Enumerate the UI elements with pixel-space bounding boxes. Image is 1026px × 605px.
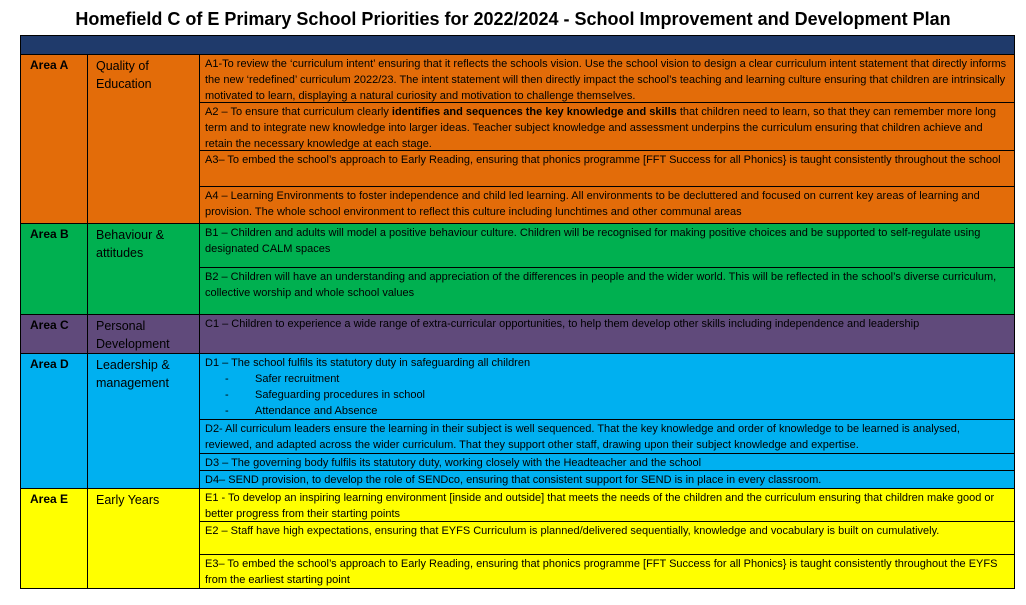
- area-b-items: [200, 224, 1014, 314]
- priority-b1: B1 – Children and adults will model a positive behaviour culture. Children will be recognised for making positive choices and be supported to self-regulate using designated CALM spaces: [200, 224, 1014, 268]
- priority-a3: A3– To embed the school’s approach to Early Reading, ensuring that phonics programme [FFT Success for all Phonics} is taught consistently throughout the school: [200, 151, 1014, 187]
- area-name: Leadership & management: [88, 354, 200, 488]
- priority-b2: B2 – Children will have an understanding and appreciation of the differences in people and the wider world. This will be reflected in the school’s diverse curriculum, collective worship and whole school values: [205, 271, 997, 299]
- area-b-row: [21, 224, 1014, 315]
- priority-a2-text-rest: that children need to learn, so that they can remember more long term and to integrate new knowledge into larger ideas. Teacher subject knowledge and assessment underpins the curriculum ensuring that children achieve and retain the necessary knowledge at each stage.: [205, 106, 996, 150]
- list-item: - Safeguarding procedures in school: [225, 389, 426, 401]
- priority-a1: A1-To review the ‘curriculum intent’ ensuring that it reflects the schools vision. Use the school vision to design a clear curriculum intent statement that directly informs the new ‘redefined’ curriculum 2022/23. The intent statement will then directly impact the school’s teaching and learning culture ensuring that children are intrinsically motivated to learn, displaying a natural curiosity and motivation to challenge themselves.: [200, 55, 1014, 103]
- area-code: Area D: [21, 354, 88, 488]
- area-code: Area A: [21, 55, 88, 223]
- priority-e2: E2 – Staff have high expectations, ensuring that EYFS Curriculum is planned/delivered sequentially, knowledge and vocabulary is built on cumulatively.: [200, 522, 1014, 555]
- area-a-row: [21, 55, 1014, 224]
- area-d-items: [200, 354, 1014, 488]
- area-a-items: [200, 55, 1014, 223]
- area-code: Area B: [21, 224, 88, 314]
- bullet-text: Safeguarding procedures in school: [255, 389, 426, 401]
- priority-d1: [200, 354, 1014, 420]
- area-name: Behaviour & attitudes: [88, 224, 200, 314]
- list-item: - Safer recruitment: [225, 373, 340, 385]
- area-name: Personal Development: [88, 315, 200, 353]
- area-e-row: [21, 489, 1014, 588]
- list-item: - Attendance and Absence: [225, 405, 378, 417]
- priority-e3: E3– To embed the school’s approach to Early Reading, ensuring that phonics programme [FFT Success for all Phonics} is taught consistently throughout the EYFS from the earliest starting point: [205, 558, 998, 586]
- priority-a2-emphasis: identifies and sequences the key knowledge and skills: [391, 106, 677, 118]
- area-code: Area E: [21, 489, 88, 588]
- priority-a2-text: A2 – To ensure that curriculum clearly: [205, 106, 392, 118]
- priority-d3: D3 – The governing body fulfils its statutory duty, working closely with the Headteacher and the school: [200, 454, 1014, 471]
- bullet-text: Attendance and Absence: [255, 405, 378, 417]
- priority-a4: A4 – Learning Environments to foster independence and child led learning. All environments to be decluttered and focused on current key areas of learning and provision. The whole school environment to reflect this culture including lunchtimes and other communal areas: [205, 190, 980, 218]
- bullet-text: Safer recruitment: [255, 373, 340, 385]
- area-name: Quality of Education: [88, 55, 200, 223]
- priority-c1: C1 – Children to experience a wide range of extra-curricular opportunities, to help them develop other skills including independence and leadership: [205, 318, 920, 330]
- priorities-table: [20, 35, 1015, 589]
- priority-a2: [200, 103, 1014, 151]
- priority-d1-text: D1 – The school fulfils its statutory duty in safeguarding all children: [205, 357, 531, 369]
- priority-d4: D4– SEND provision, to develop the role of SENDco, ensuring that consistent support for SEND is in place in every classroom.: [205, 474, 822, 486]
- area-d-row: [21, 354, 1014, 489]
- area-code: Area C: [21, 315, 88, 353]
- page-title: Homefield C of E Primary School Priorities for 2022/2024 - School Improvement and Development Plan: [75, 9, 951, 29]
- area-name: Early Years: [88, 489, 200, 588]
- priority-d2: D2- All curriculum leaders ensure the learning in their subject is well sequenced. That the key knowledge and order of knowledge to be learned is analysed, reviewed, and adapted across the wider curriculum. That they support other staff, drawing upon their subject knowledge and expertise.: [200, 420, 1014, 454]
- area-c-items: [200, 315, 1014, 353]
- area-e-items: [200, 489, 1014, 588]
- area-c-row: [21, 315, 1014, 354]
- table-header-bar: [21, 36, 1014, 55]
- priority-e1: E1 - To develop an inspiring learning environment [inside and outside] that meets the needs of the children and the curriculum ensuring that children make good or better progress from their starting points: [200, 489, 1014, 522]
